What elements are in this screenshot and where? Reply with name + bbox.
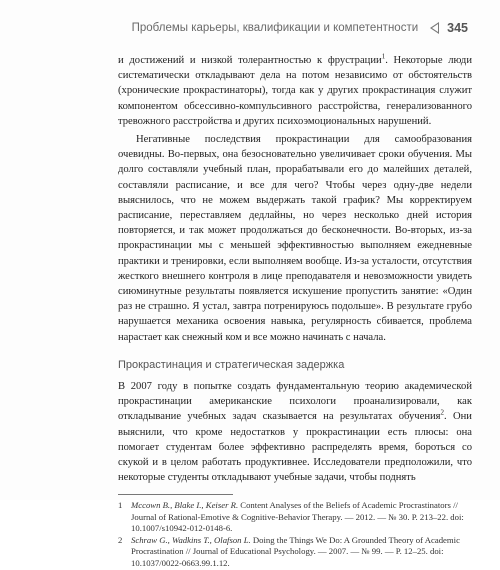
footnote-ref-1: 1 [381,52,386,61]
footnote-author: Mccown B., Blake I., Keiser R. [131,500,239,511]
footnote-author: Schraw G., Wadkins T., Olafson L. [131,535,251,546]
paragraph-3 [118,379,472,485]
footnote-text: Doing the Things We Do: A Grounded Theory of Academic Procrastination // Journal of Educational Psychology. — 2007. — № 99. — P. 12–25. doi: 10.1037/0022-0663.99.1.12. [131,535,460,568]
footnotes [118,500,472,568]
running-head [100,21,468,35]
footnote-ref-2: 2 [440,408,445,417]
page-body [118,53,472,570]
paragraph-1-text: и достижений и низкой толерантностью к фрустрации [118,55,382,66]
paragraph-1 [118,53,472,129]
triangle-left-icon [430,22,439,34]
footnote-number: 1 [118,500,123,511]
footnote-2 [118,535,472,569]
paragraph-1-text-cont: . Некоторые люди систематически откладывают дела на потом независимо от обстоятельств (хронические прокрастинаторы), тогда как у других прокрастинация служит компонентом обсессивно-компульсивного расстройства, генерализованного тревожного расстройства и других психоэмоциональных нарушений. [118,55,472,127]
footnote-text: Content Analyses of the Beliefs of Academic Procrastinators // Journal of Rational-Emotive & Cognitive-Behavior Therapy. — 2012. — № 30. P. 213–22. doi: 10.1007/s10942-012-0148-6. [131,500,464,533]
chapter-title: Проблемы карьеры, квалификации и компетентности [131,22,419,34]
page-number: 345 [447,21,468,35]
paragraph-2: Негативные последствия прокрастинации для самообразования очевидны. Во-первых, она безосновательно увеличивает сроки обучения. Мы долго составляли учебный план, прорабатывали его до малейших деталей, составляли расписание, и все для чего? Чтобы через одну-две недели выяснилось, что не можем выдержать такой график? Мы корректируем расписание, переставляем дедлайны, но через несколько дней история повторяется, и так может продолжаться до бесконечности. Во-вторых, из-за прокрастинации мы с меньшей эффективностью выполняем ежедневные практики и тренировки, если выполняем вообще. Из-за усталости, отсутствия жесткого внешнего контроля в лице преподавателя и невозможности увидеть сиюминутные результаты появляется искушение пропустить занятие: «Один раз не страшно. Я устал, завтра потренируюсь подольше». В результате грубо нарушается механика освоения навыка, регулярность сбивается, проблема нарастает как снежный ком и все можно начинать с начала. [118,134,472,343]
paragraph-3-text-cont: . Они выяснили, что кроме недостатков у прокрастинации есть плюсы: она помогает студентам более эффективно распределять время, бороться со скукой и в целом работать продуктивнее. Исследователи предположили, что некоторые студенты откладывают учебные задачи, чтобы поднять [118,411,472,484]
paragraph-3-text: В 2007 году в попытке создать фундаментальную теорию академической прокрастинации американские психологи проанализировали, как откладывание учебных задач сказывается на результатах обучения [118,381,472,423]
footnote-1 [118,500,472,534]
footnote-number: 2 [118,535,123,546]
section-heading: Прокрастинация и стратегическая задержка [118,358,345,371]
footnote-divider [118,494,233,495]
